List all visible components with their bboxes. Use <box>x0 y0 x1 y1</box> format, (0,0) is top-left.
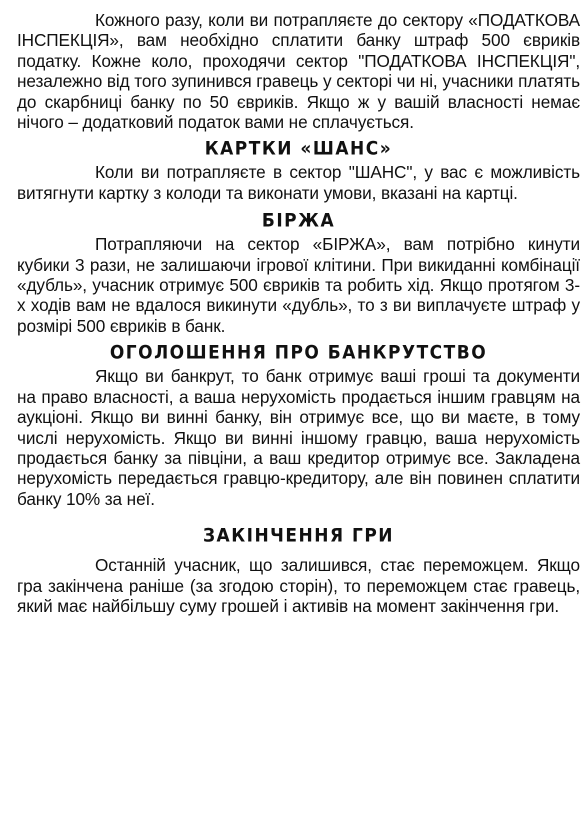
chance-cards-heading: КАРТКИ «ШАНС» <box>204 138 393 161</box>
exchange-heading: БІРЖА <box>261 210 336 233</box>
chance-cards-paragraph: Коли ви потрапляєте в сектор "ШАНС", у вас є можливість витягнути картку з колоди та виконати умови, вказані на картці. <box>17 162 580 203</box>
game-end-paragraph: Останній учасник, що залишився, стає переможцем. Якщо гра закінчена раніше (за згодою сторін), то переможцем стає гравець, який має найбільшу суму грошей і активів на момент закінчення гри. <box>17 555 580 616</box>
game-end-heading: ЗАКІНЧЕННЯ ГРИ <box>202 525 395 548</box>
bankruptcy-heading: ОГОЛОШЕННЯ ПРО БАНКРУТСТВО <box>109 342 488 365</box>
exchange-paragraph: Потрапляючи на сектор «БІРЖА», вам потрібно кинути кубики 3 рази, не залишаючи ігрової клітини. При викиданні комбінації «дубль», учасник отримує 500 євриків та робить хід. Якщо протягом 3-х ходів вам не вдалося викинути «дубль», то з ви виплачуєте штраф у розмірі 500 євриків в банк. <box>17 234 580 336</box>
bankruptcy-paragraph: Якщо ви банкрут, то банк отримує ваші гроші та документи на право власності, а ваша нерухомість продається іншим гравцям на аукціоні. Якщо ви винні банку, він отримує все, що ви маєте, в тому числі нерухомість. Якщо ви винні іншому гравцю, ваша нерухомість продається банку за півціни, а ваш кредитор отримує все. Закладена нерухомість передається гравцю-кредитору, але він повинен сплатити банку 10% за неї. <box>17 366 580 509</box>
tax-inspection-paragraph: Кожного разу, коли ви потрапляєте до сектору «ПОДАТКОВА ІНСПЕКЦІЯ», вам необхідно сплатити банку штраф 500 євриків податку. Кожне коло, проходячи сектор "ПОДАТКОВА ІНСПЕКЦІЯ", незалежно від того зупинився гравець у секторі чи ні, учасники платять до скарбниці банку по 50 євриків. Якщо ж у вашій власності немає нічого – додатковий податок вами не сплачується. <box>17 10 580 133</box>
